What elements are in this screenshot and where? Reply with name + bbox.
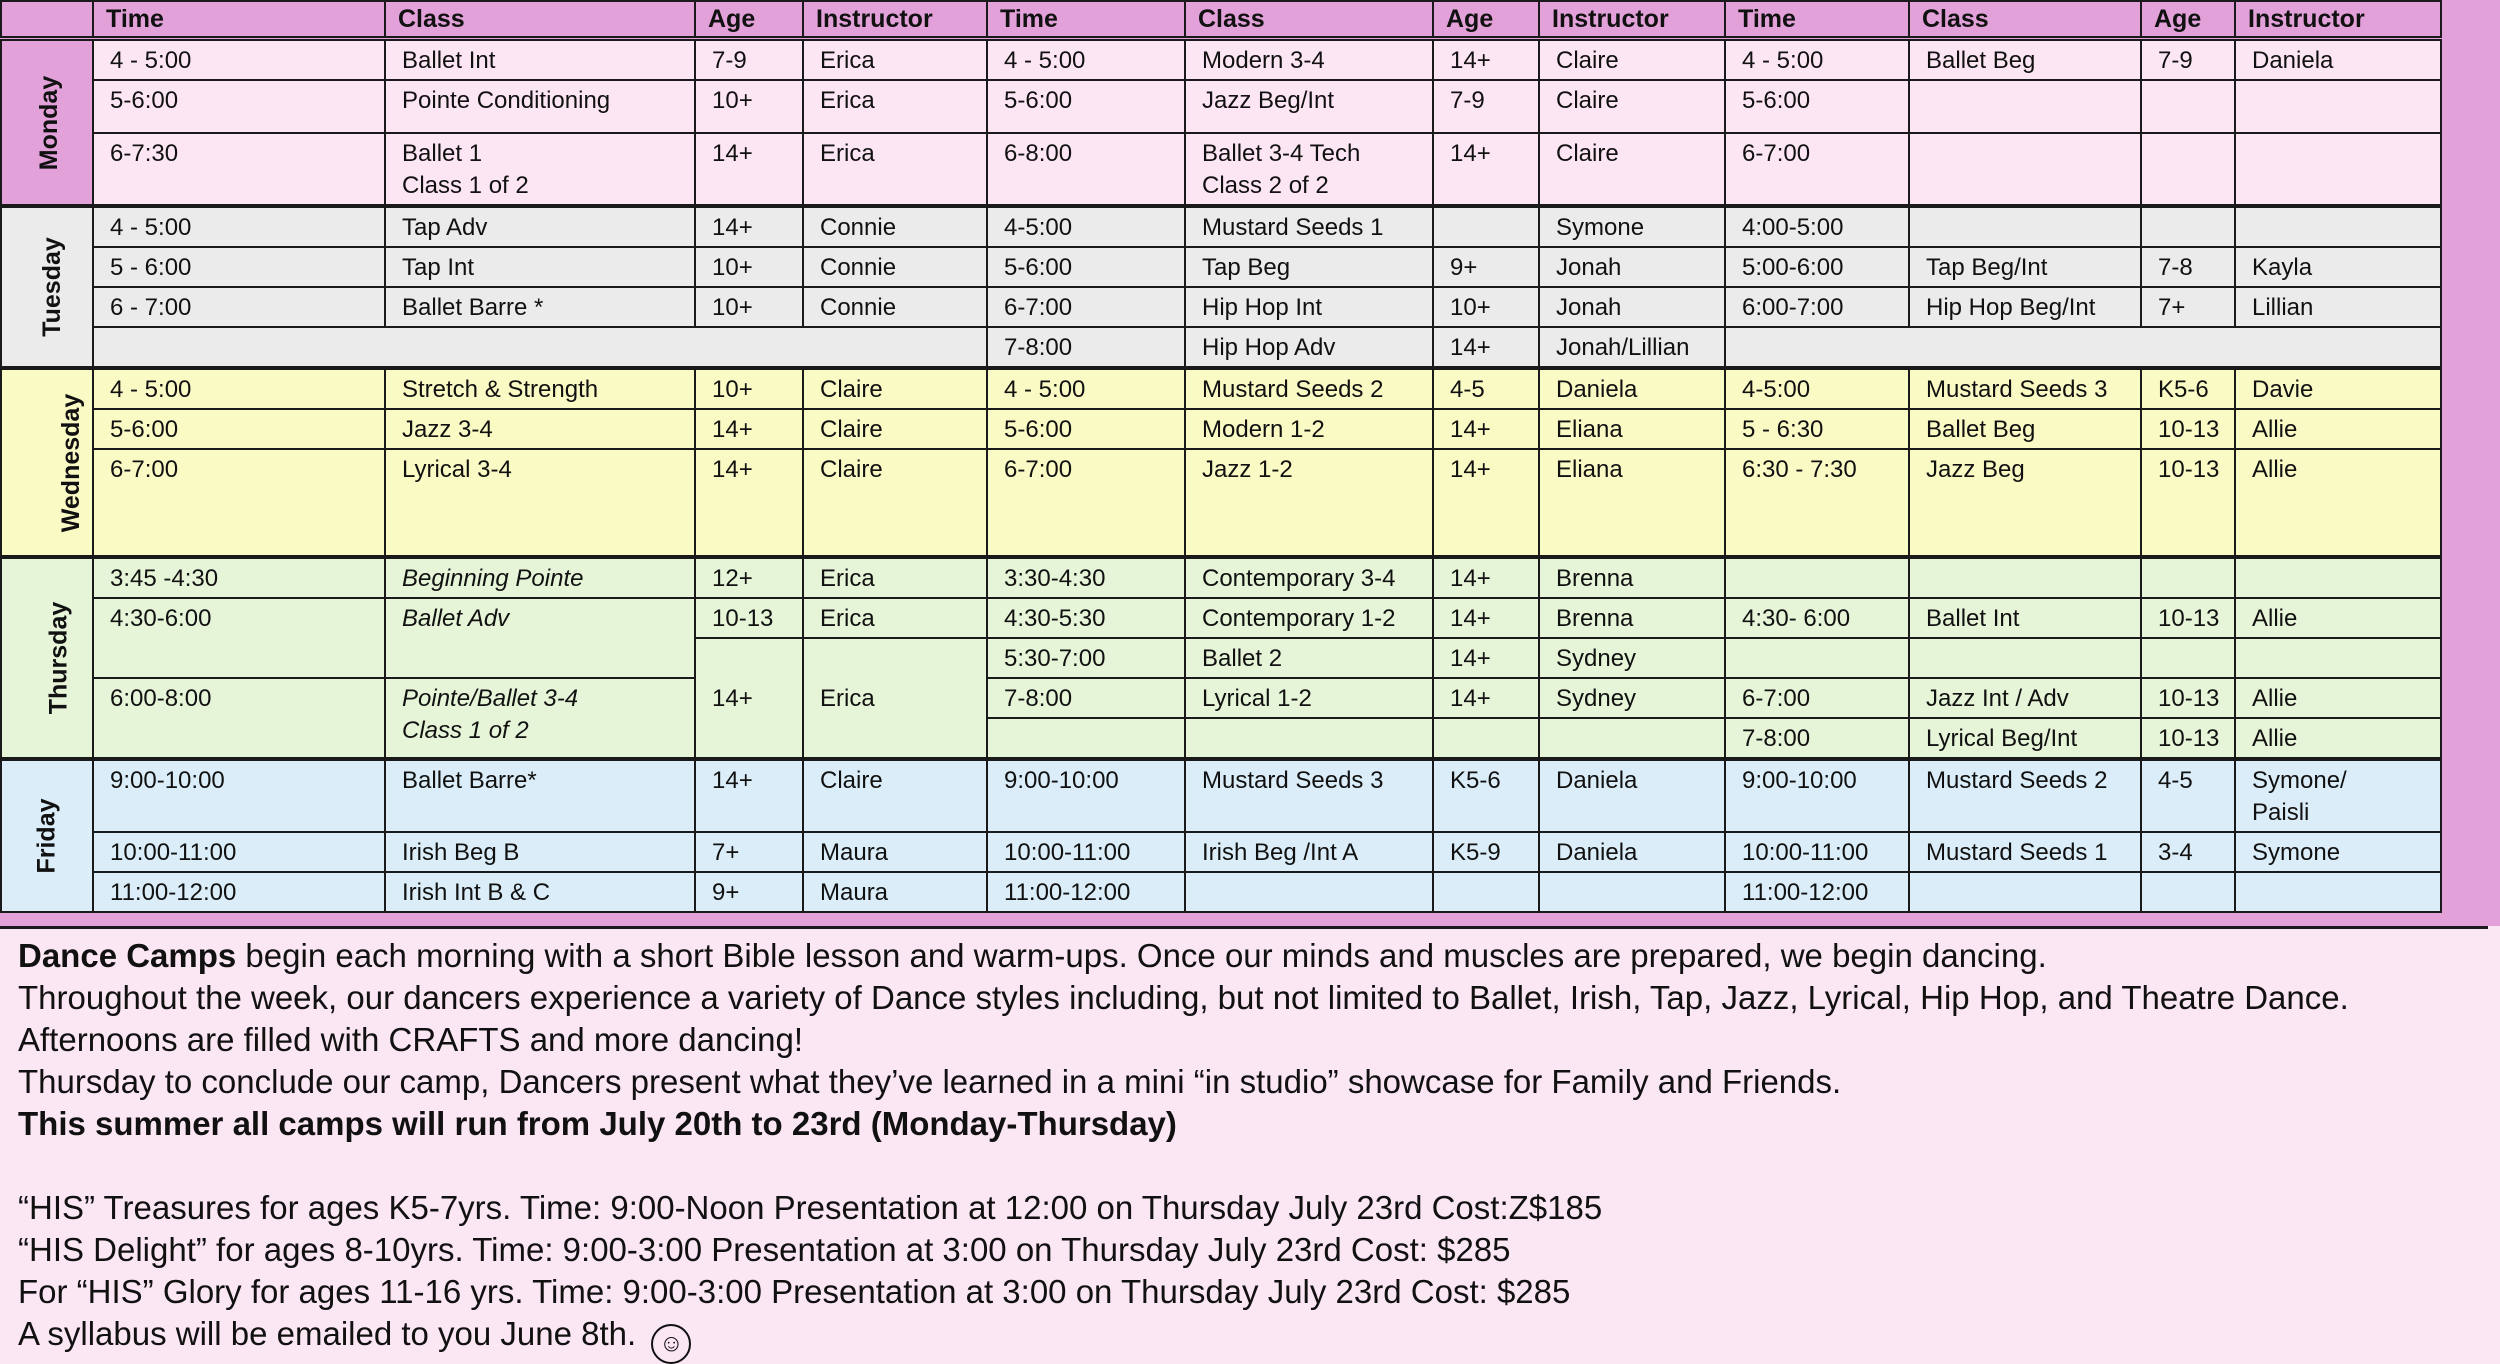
table-row — [1, 80, 2441, 133]
cell: 6:30 - 7:30 — [1725, 449, 1909, 557]
camp-delight: “HIS Delight” for ages 8-10yrs. Time: 9:00-3:00 Presentation at 3:00 on Thursday July 23rd Cost: $285 — [18, 1231, 1511, 1268]
col-header: Age — [1433, 1, 1539, 39]
cell: 6-8:00 — [987, 133, 1185, 206]
cell — [385, 678, 695, 759]
cell: Ballet Beg — [1909, 39, 2141, 81]
cell — [1909, 638, 2141, 678]
cell: Jonah — [1539, 247, 1725, 287]
camp-dates: This summer all camps will run from July 20th to 23rd (Monday-Thursday) — [18, 1105, 1177, 1142]
cell: 6-7:00 — [1725, 678, 1909, 718]
cell: 5-6:00 — [987, 409, 1185, 449]
col-header: Time — [93, 1, 385, 39]
cell — [2141, 557, 2235, 598]
cell: Jonah — [1539, 287, 1725, 327]
cell: 4-5 — [2141, 759, 2235, 832]
cell: 7+ — [2141, 287, 2235, 327]
cell: 14+ — [1433, 557, 1539, 598]
cell: 4 - 5:00 — [93, 368, 385, 409]
class-note: Class 2 of 2 — [1202, 172, 1329, 199]
cell: Jonah/Lillian — [1539, 327, 1725, 368]
cell: 4:30-6:00 — [93, 598, 385, 678]
cell: 4:00-5:00 — [1725, 206, 1909, 247]
cell: 10+ — [695, 287, 803, 327]
cell: Irish Beg B — [385, 832, 695, 872]
cell: 14+ — [1433, 638, 1539, 678]
cell: Erica — [803, 598, 987, 638]
cell: Ballet Adv — [385, 598, 695, 678]
class-note: Class 1 of 2 — [402, 717, 529, 744]
afternoons-text: Afternoons are filled with CRAFTS and more dancing! — [18, 1021, 804, 1058]
cell: Eliana — [1539, 449, 1725, 557]
day-label-friday: Friday — [1, 759, 93, 912]
cell: Hip Hop Adv — [1185, 327, 1433, 368]
cell: Daniela — [2235, 39, 2441, 81]
cell: 7-9 — [695, 39, 803, 81]
cell — [1909, 206, 2141, 247]
cell — [2235, 872, 2441, 912]
cell: Brenna — [1539, 598, 1725, 638]
cell: 10-13 — [2141, 718, 2235, 759]
cell: 6:00-7:00 — [1725, 287, 1909, 327]
cell: Tap Beg — [1185, 247, 1433, 287]
cell: 14+ — [1433, 133, 1539, 206]
cell: 14+ — [1433, 678, 1539, 718]
cell: 10-13 — [2141, 598, 2235, 638]
cell: Hip Hop Beg/Int — [1909, 287, 2141, 327]
syllabus-note: A syllabus will be emailed to you June 8th. ☺ — [18, 1313, 2488, 1364]
class-name: Pointe/Ballet 3-4 — [402, 685, 579, 712]
cell: Lyrical 3-4 — [385, 449, 695, 557]
cell — [2235, 638, 2441, 678]
cell: Ballet Int — [1909, 598, 2141, 638]
cell: 9+ — [1433, 247, 1539, 287]
cell: Claire — [803, 759, 987, 832]
cell: Jazz Int / Adv — [1909, 678, 2141, 718]
cell: 7-8:00 — [1725, 718, 1909, 759]
cell: Daniela — [1539, 759, 1725, 832]
cell — [2141, 638, 2235, 678]
cell: K5-6 — [1433, 759, 1539, 832]
friday-section — [1, 759, 2441, 912]
cell: 6-7:00 — [93, 449, 385, 557]
cell: 11:00-12:00 — [987, 872, 1185, 912]
cell: Daniela — [1539, 832, 1725, 872]
cell: Erica — [803, 80, 987, 133]
cell: Modern 1-2 — [1185, 409, 1433, 449]
cell — [1539, 872, 1725, 912]
cell: Eliana — [1539, 409, 1725, 449]
table-row — [1, 598, 2441, 638]
cell: Ballet 2 — [1185, 638, 1433, 678]
instructor-name: Symone/ — [2252, 767, 2347, 794]
col-header: Instructor — [2235, 1, 2441, 39]
cell — [93, 327, 987, 368]
cell — [2141, 133, 2235, 206]
cell — [1185, 872, 1433, 912]
cell: 10-13 — [2141, 409, 2235, 449]
cell: 6 - 7:00 — [93, 287, 385, 327]
cell: Erica — [803, 133, 987, 206]
col-header: Class — [1909, 1, 2141, 39]
cell: Modern 3-4 — [1185, 39, 1433, 81]
cell — [1725, 638, 1909, 678]
smiley-icon: ☺ — [651, 1324, 691, 1364]
cell — [1909, 80, 2141, 133]
cell: 4 - 5:00 — [987, 368, 1185, 409]
cell: 7-8 — [2141, 247, 2235, 287]
cell: Erica — [803, 557, 987, 598]
cell: 6-7:30 — [93, 133, 385, 206]
cell: Erica — [803, 39, 987, 81]
cell: 14+ — [695, 206, 803, 247]
table-row — [1, 133, 2441, 206]
cell: Claire — [1539, 39, 1725, 81]
cell: 10-13 — [2141, 449, 2235, 557]
cell: Stretch & Strength — [385, 368, 695, 409]
cell: 9+ — [695, 872, 803, 912]
cell: Lyrical 1-2 — [1185, 678, 1433, 718]
day-label-monday: Monday — [1, 39, 93, 207]
cell: 7+ — [695, 832, 803, 872]
cell: Jazz Beg — [1909, 449, 2141, 557]
cell: 9:00-10:00 — [93, 759, 385, 832]
col-header: Age — [695, 1, 803, 39]
cell: 5:00-6:00 — [1725, 247, 1909, 287]
showcase-text: Thursday to conclude our camp, Dancers present what they’ve learned in a mini “in studio” showcase for Family and Friends. — [18, 1063, 1842, 1100]
cell: Connie — [803, 287, 987, 327]
cell: 3:45 -4:30 — [93, 557, 385, 598]
cell: 14+ — [1433, 449, 1539, 557]
table-row — [1, 287, 2441, 327]
cell: Symone — [1539, 206, 1725, 247]
cell — [2235, 557, 2441, 598]
table-row — [1, 832, 2441, 872]
table-row — [1, 759, 2441, 832]
cell: Irish Beg /Int A — [1185, 832, 1433, 872]
cell: K5-6 — [2141, 368, 2235, 409]
cell: Claire — [1539, 133, 1725, 206]
table-row — [1, 206, 2441, 247]
table-row — [1, 449, 2441, 557]
cell: 6-7:00 — [987, 287, 1185, 327]
cell: 10:00-11:00 — [987, 832, 1185, 872]
cell — [1725, 327, 2441, 368]
cell — [1185, 133, 1433, 206]
camp-info-notes — [0, 926, 2488, 1355]
cell: Erica — [803, 638, 987, 759]
cell: Ballet Int — [385, 39, 695, 81]
cell: 3-4 — [2141, 832, 2235, 872]
table-row — [1, 409, 2441, 449]
cell: 14+ — [1433, 598, 1539, 638]
camp-glory: For “HIS” Glory for ages 11-16 yrs. Time: 9:00-3:00 Presentation at 3:00 on Thursday July 23rd Cost: $285 — [18, 1273, 1571, 1310]
cell: Lyrical Beg/Int — [1909, 718, 2141, 759]
day-label-thursday: Thursday — [1, 557, 93, 759]
cell: Mustard Seeds 3 — [1909, 368, 2141, 409]
col-header: Instructor — [803, 1, 987, 39]
class-note: Class 1 of 2 — [402, 172, 529, 199]
cell: 4-5 — [1433, 368, 1539, 409]
cell: Maura — [803, 832, 987, 872]
wednesday-section — [1, 368, 2441, 557]
cell: 10-13 — [695, 598, 803, 638]
cell: Allie — [2235, 449, 2441, 557]
cell: 5:30-7:00 — [987, 638, 1185, 678]
cell: 10-13 — [2141, 678, 2235, 718]
cell: 4 - 5:00 — [93, 39, 385, 81]
col-header: Instructor — [1539, 1, 1725, 39]
cell: Kayla — [2235, 247, 2441, 287]
cell — [1909, 133, 2141, 206]
cell: 14+ — [1433, 39, 1539, 81]
cell: 14+ — [695, 638, 803, 759]
cell: 9:00-10:00 — [1725, 759, 1909, 832]
cell: Brenna — [1539, 557, 1725, 598]
cell: 12+ — [695, 557, 803, 598]
cell: Jazz 3-4 — [385, 409, 695, 449]
cell: Mustard Seeds 2 — [1185, 368, 1433, 409]
styles-text: Throughout the week, our dancers experience a variety of Dance styles including, but not limited to Ballet, Irish, Tap, Jazz, Lyrical, Hip Hop, and Theatre Dance. — [18, 979, 2349, 1016]
cell: Jazz 1-2 — [1185, 449, 1433, 557]
cell — [1433, 206, 1539, 247]
cell: 4-5:00 — [987, 206, 1185, 247]
cell: 11:00-12:00 — [1725, 872, 1909, 912]
cell: 14+ — [695, 409, 803, 449]
cell: 4:30-5:30 — [987, 598, 1185, 638]
col-header: Class — [1185, 1, 1433, 39]
col-header: Age — [2141, 1, 2235, 39]
cell: 4-5:00 — [1725, 368, 1909, 409]
cell — [2235, 80, 2441, 133]
class-name: Ballet 1 — [402, 140, 483, 167]
cell: Contemporary 3-4 — [1185, 557, 1433, 598]
cell — [2141, 80, 2235, 133]
cell: 14+ — [695, 449, 803, 557]
cell — [1185, 718, 1433, 759]
cell: Ballet Barre* — [385, 759, 695, 832]
cell — [1539, 718, 1725, 759]
cell: 10+ — [1433, 287, 1539, 327]
cell: Mustard Seeds 1 — [1185, 206, 1433, 247]
cell: Allie — [2235, 409, 2441, 449]
cell: 3:30-4:30 — [987, 557, 1185, 598]
cell: Claire — [803, 449, 987, 557]
cell: Allie — [2235, 718, 2441, 759]
cell: 14+ — [695, 133, 803, 206]
cell: Claire — [803, 409, 987, 449]
cell: Tap Adv — [385, 206, 695, 247]
tuesday-section — [1, 206, 2441, 368]
class-name: Ballet 3-4 Tech — [1202, 140, 1361, 167]
camp-treasures: “HIS” Treasures for ages K5-7yrs. Time: 9:00-Noon Presentation at 12:00 on Thursday July 23rd Cost:Z$185 — [18, 1189, 1603, 1226]
cell: Lillian — [2235, 287, 2441, 327]
cell: Ballet Beg — [1909, 409, 2141, 449]
table-row — [1, 872, 2441, 912]
cell: 11:00-12:00 — [93, 872, 385, 912]
cell — [987, 718, 1185, 759]
cell: 7-9 — [2141, 39, 2235, 81]
camps-heading: Dance Camps — [18, 937, 237, 974]
cell: Mustard Seeds 1 — [1909, 832, 2141, 872]
cell: 4 - 5:00 — [1725, 39, 1909, 81]
cell: Hip Hop Int — [1185, 287, 1433, 327]
header-row — [1, 1, 2441, 39]
table-row — [1, 327, 2441, 368]
cell: 5-6:00 — [93, 80, 385, 133]
cell — [2235, 133, 2441, 206]
cell: 4:30- 6:00 — [1725, 598, 1909, 638]
cell: K5-9 — [1433, 832, 1539, 872]
cell: 5-6:00 — [987, 80, 1185, 133]
table-row — [1, 557, 2441, 598]
table-row — [1, 678, 2441, 718]
cell: 10+ — [695, 247, 803, 287]
cell: Connie — [803, 247, 987, 287]
cell: 10+ — [695, 80, 803, 133]
col-header: Time — [1725, 1, 1909, 39]
table-row — [1, 39, 2441, 81]
corner-cell — [1, 1, 93, 39]
cell: 6:00-8:00 — [93, 678, 385, 759]
cell: 5-6:00 — [987, 247, 1185, 287]
cell: 14+ — [1433, 327, 1539, 368]
cell: Contemporary 1-2 — [1185, 598, 1433, 638]
cell — [2235, 206, 2441, 247]
cell: Claire — [803, 368, 987, 409]
cell: 4 - 5:00 — [93, 206, 385, 247]
cell — [1909, 557, 2141, 598]
cell — [2141, 872, 2235, 912]
cell — [2235, 759, 2441, 832]
cell: Sydney — [1539, 678, 1725, 718]
cell — [1433, 718, 1539, 759]
cell: Tap Beg/Int — [1909, 247, 2141, 287]
cell: 10:00-11:00 — [93, 832, 385, 872]
cell: 5-6:00 — [1725, 80, 1909, 133]
cell: Ballet Barre * — [385, 287, 695, 327]
cell: Allie — [2235, 678, 2441, 718]
col-header: Class — [385, 1, 695, 39]
cell — [385, 133, 695, 206]
cell: 7-8:00 — [987, 678, 1185, 718]
day-label-tuesday: Tuesday — [1, 206, 93, 368]
cell: Pointe Conditioning — [385, 80, 695, 133]
cell: 10:00-11:00 — [1725, 832, 1909, 872]
cell: 5 - 6:00 — [93, 247, 385, 287]
cell: 7-8:00 — [987, 327, 1185, 368]
cell — [1725, 557, 1909, 598]
table-row — [1, 368, 2441, 409]
cell: 14+ — [695, 759, 803, 832]
cell — [2141, 206, 2235, 247]
cell: 5 - 6:30 — [1725, 409, 1909, 449]
cell: Symone — [2235, 832, 2441, 872]
camps-intro: Dance Camps begin each morning with a short Bible lesson and warm-ups. Once our minds and muscles are prepared, we begin dancing. — [18, 937, 2047, 974]
cell: 4 - 5:00 — [987, 39, 1185, 81]
cell — [1909, 872, 2141, 912]
cell: 10+ — [695, 368, 803, 409]
cell: 5-6:00 — [93, 409, 385, 449]
cell: 9:00-10:00 — [987, 759, 1185, 832]
cell: 6-7:00 — [987, 449, 1185, 557]
table-row — [1, 247, 2441, 287]
cell: 14+ — [1433, 409, 1539, 449]
cell: Mustard Seeds 2 — [1909, 759, 2141, 832]
cell: Allie — [2235, 598, 2441, 638]
cell: Claire — [1539, 80, 1725, 133]
cell — [1433, 872, 1539, 912]
instructor-name: Paisli — [2252, 799, 2310, 826]
cell: Sydney — [1539, 638, 1725, 678]
cell: Irish Int B & C — [385, 872, 695, 912]
cell: Beginning Pointe — [385, 557, 695, 598]
col-header: Time — [987, 1, 1185, 39]
cell: Mustard Seeds 3 — [1185, 759, 1433, 832]
cell: Davie — [2235, 368, 2441, 409]
cell: Daniela — [1539, 368, 1725, 409]
thursday-section — [1, 557, 2441, 759]
cell: 6-7:00 — [1725, 133, 1909, 206]
cell: Maura — [803, 872, 987, 912]
cell: Jazz Beg/Int — [1185, 80, 1433, 133]
cell: Tap Int — [385, 247, 695, 287]
monday-section — [1, 39, 2441, 207]
cell: Connie — [803, 206, 987, 247]
cell: 7-9 — [1433, 80, 1539, 133]
day-label-wednesday: Wednesday — [1, 368, 93, 557]
